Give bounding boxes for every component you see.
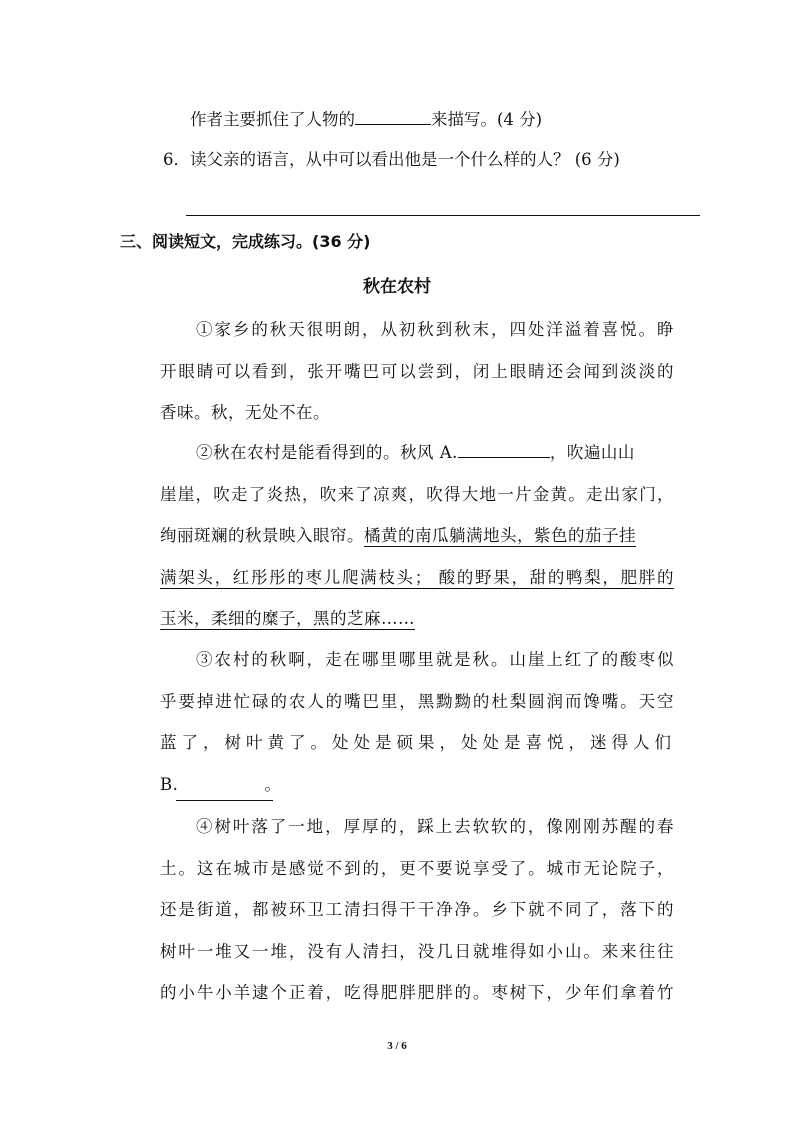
paragraph-2-line-1-before: ②秋在农村是能看得到的。秋风 A.: [196, 443, 458, 462]
paragraph-3-line-4-end: 。: [264, 774, 282, 794]
paragraph-4-line-1: ④树叶落了一地，厚厚的，踩上去软软的，像刚刚苏醒的春: [196, 817, 674, 836]
answer-blank-q5[interactable]: [355, 106, 431, 125]
paragraph-2-line-1-after: ，吹遍山山: [549, 443, 635, 462]
question-6-line: [163, 148, 620, 172]
answer-blank-a[interactable]: [458, 439, 550, 458]
paragraph-2-line-5: [160, 598, 674, 640]
paragraph-2-underlined-start: 橘黄的南瓜躺满地头，紫色的茄子挂: [364, 526, 636, 545]
paragraph-3: [160, 639, 674, 805]
article-title: 秋在农村: [363, 277, 431, 297]
paragraph-1-line-3: 香味。秋，无处不在。: [160, 403, 330, 422]
answer-blank-b[interactable]: [176, 800, 273, 801]
paragraph-2-line-3: [160, 515, 674, 557]
paragraph-4-line-3: 还是街道，都被环卫工清扫得干干净净。乡下就不同了，落下的: [160, 900, 674, 919]
paragraph-4-line-2: 土。这在城市是感觉不到的，更不要说享受了。城市无论院子，: [160, 858, 674, 878]
paragraph-2-line-3-plain: 绚丽斑斓的秋景映入眼帘。: [160, 526, 364, 545]
paragraph-1-line-2: 开眼睛可以看到，张开嘴巴可以尝到，闭上眼睛还会闻到淡淡的: [160, 361, 674, 381]
paragraph-3-line-4: [160, 764, 674, 806]
paragraph-3-b-label: B.: [160, 774, 179, 794]
paragraph-2-line-5-underlined: 玉米，柔细的糜子，黑的芝麻……: [160, 609, 415, 628]
paragraph-3-line-3: 蓝了，树叶黄了。处处是硕果，处处是喜悦，迷得人们: [160, 733, 674, 752]
paragraph-1: [160, 309, 674, 434]
question-5-text-before: 作者主要抓住了人物的: [190, 110, 355, 129]
section-3-heading: [120, 230, 370, 254]
paragraph-4: [160, 806, 674, 1014]
paragraph-4-line-4: 树叶一堆又一堆，没有人清扫，没几日就堆得如小山。来来往往: [160, 941, 674, 961]
question-5-text-after: 来描写。(4 分): [431, 110, 543, 129]
paragraph-2-line-1: [160, 432, 674, 474]
paragraph-2-line-2: 崖崖，吹走了炎热，吹来了凉爽，吹得大地一片金黄。走出家门，: [160, 484, 674, 504]
section-3-heading-text: 三、阅读短文，完成练习。(36 分): [120, 232, 371, 251]
question-6-text: 6．读父亲的语言，从中可以看出他是一个什么样的人？ (6 分): [163, 150, 620, 169]
paragraph-1-line-1: ①家乡的秋天很明朗，从初秋到秋末，四处洋溢着喜悦。睁: [196, 320, 674, 339]
page-number: 3 / 6: [387, 1040, 407, 1052]
paragraph-3-line-2: 乎要掉进忙碌的农人的嘴巴里，黑黝黝的杜梨圆润而馋嘴。天空: [160, 691, 674, 711]
paragraph-4-line-5: 的小牛小羊逮个正着，吃得肥胖肥胖的。枣树下，少年们拿着竹: [160, 983, 674, 1002]
paragraph-3-line-1: ③农村的秋啊，走在哪里哪里就是秋。山崖上红了的酸枣似: [196, 650, 674, 669]
question-5-line: [190, 106, 542, 132]
paragraph-2-line-4-underlined: 满架头，红彤彤的枣儿爬满枝头； 酸的野果，甜的鸭梨，肥胖的: [160, 567, 674, 587]
answer-line-q6[interactable]: [186, 215, 700, 216]
paragraph-2: [160, 432, 674, 640]
